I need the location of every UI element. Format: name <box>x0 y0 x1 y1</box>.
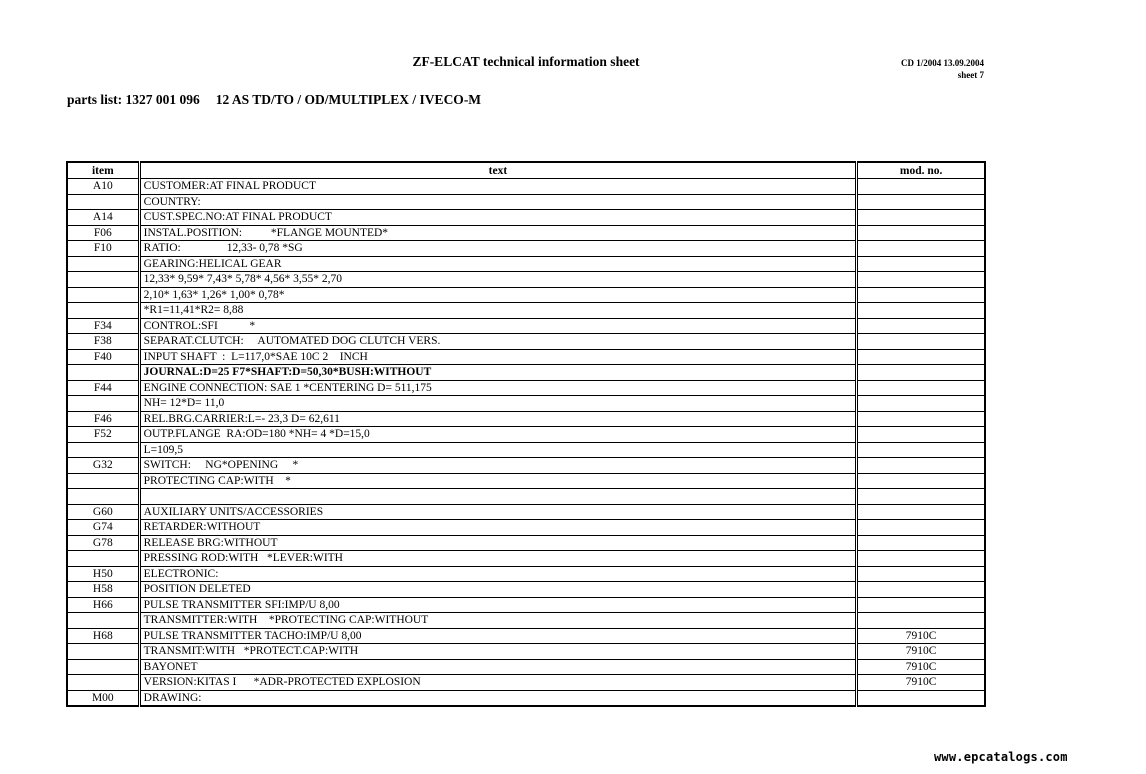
cell-text: ELECTRONIC: <box>139 566 857 582</box>
cell-item <box>67 256 139 272</box>
cell-mod-no <box>857 489 985 505</box>
table-row <box>67 535 985 551</box>
cell-item: F34 <box>67 318 139 334</box>
cell-text: BAYONET <box>139 659 857 675</box>
watermark: www.epcatalogs.com <box>934 750 1068 764</box>
cell-mod-no <box>857 380 985 396</box>
parts-table <box>66 161 986 707</box>
cell-text: L=109,5 <box>139 442 857 458</box>
cell-item <box>67 272 139 288</box>
table-row <box>67 349 985 365</box>
cell-mod-no <box>857 442 985 458</box>
cell-text: INPUT SHAFT : L=117,0*SAE 10C 2 INCH <box>139 349 857 365</box>
table-row <box>67 411 985 427</box>
cell-mod-no <box>857 411 985 427</box>
cell-mod-no <box>857 179 985 195</box>
table-row <box>67 210 985 226</box>
cell-text: SEPARAT.CLUTCH: AUTOMATED DOG CLUTCH VERS. <box>139 334 857 350</box>
table-row <box>67 179 985 195</box>
cell-mod-no <box>857 690 985 706</box>
cell-mod-no <box>857 210 985 226</box>
table-row <box>67 287 985 303</box>
cell-item <box>67 489 139 505</box>
cell-mod-no <box>857 427 985 443</box>
table-row <box>67 396 985 412</box>
cell-text: OUTP.FLANGE RA:OD=180 *NH= 4 *D=15,0 <box>139 427 857 443</box>
cell-text: TRANSMITTER:WITH *PROTECTING CAP:WITHOUT <box>139 613 857 629</box>
cell-text: INSTAL.POSITION: *FLANGE MOUNTED* <box>139 225 857 241</box>
cell-mod-no <box>857 318 985 334</box>
cell-text: RELEASE BRG:WITHOUT <box>139 535 857 551</box>
table-row <box>67 659 985 675</box>
table-row <box>67 241 985 257</box>
table-row <box>67 644 985 660</box>
cell-item <box>67 473 139 489</box>
cd-date-line: CD 1/2004 13.09.2004 <box>901 58 984 68</box>
column-header-text: text <box>139 162 857 179</box>
parts-list-heading <box>67 92 481 108</box>
cell-item: F06 <box>67 225 139 241</box>
table-row <box>67 194 985 210</box>
cell-text: POSITION DELETED <box>139 582 857 598</box>
table-row <box>67 628 985 644</box>
cell-item: A10 <box>67 179 139 195</box>
table-body <box>67 179 985 707</box>
cell-mod-no <box>857 287 985 303</box>
cell-item: G74 <box>67 520 139 536</box>
table-row <box>67 675 985 691</box>
table-row <box>67 489 985 505</box>
cell-text: DRAWING: <box>139 690 857 706</box>
cell-mod-no: 7910C <box>857 628 985 644</box>
cell-item <box>67 365 139 381</box>
parts-list-number: parts list: 1327 001 096 <box>67 92 200 107</box>
cell-mod-no: 7910C <box>857 644 985 660</box>
cell-item <box>67 613 139 629</box>
table-row <box>67 256 985 272</box>
cell-text: RETARDER:WITHOUT <box>139 520 857 536</box>
cell-text: *R1=11,41*R2= 8,88 <box>139 303 857 319</box>
cell-text: CUST.SPEC.NO:AT FINAL PRODUCT <box>139 210 857 226</box>
cell-text: PROTECTING CAP:WITH * <box>139 473 857 489</box>
cell-mod-no <box>857 582 985 598</box>
cell-mod-no <box>857 241 985 257</box>
cell-item <box>67 675 139 691</box>
cell-item: M00 <box>67 690 139 706</box>
table-row <box>67 551 985 567</box>
cell-text: ENGINE CONNECTION: SAE 1 *CENTERING D= 511,175 <box>139 380 857 396</box>
cell-item: F38 <box>67 334 139 350</box>
table-row <box>67 690 985 706</box>
table-row <box>67 504 985 520</box>
cell-item: F44 <box>67 380 139 396</box>
table-row <box>67 520 985 536</box>
table-row <box>67 272 985 288</box>
cell-text <box>139 489 857 505</box>
cell-item: F52 <box>67 427 139 443</box>
cell-mod-no <box>857 272 985 288</box>
table-row <box>67 473 985 489</box>
cell-item: G60 <box>67 504 139 520</box>
cell-item: F10 <box>67 241 139 257</box>
cell-text: 12,33* 9,59* 7,43* 5,78* 4,56* 3,55* 2,70 <box>139 272 857 288</box>
cell-item: G78 <box>67 535 139 551</box>
cell-text: 2,10* 1,63* 1,26* 1,00* 0,78* <box>139 287 857 303</box>
cell-text: PRESSING ROD:WITH *LEVER:WITH <box>139 551 857 567</box>
cell-mod-no <box>857 256 985 272</box>
cell-mod-no <box>857 473 985 489</box>
cell-item: H66 <box>67 597 139 613</box>
cell-text: NH= 12*D= 11,0 <box>139 396 857 412</box>
cell-item <box>67 287 139 303</box>
cell-item <box>67 551 139 567</box>
cell-text: COUNTRY: <box>139 194 857 210</box>
cell-mod-no <box>857 551 985 567</box>
cell-item: F46 <box>67 411 139 427</box>
cell-text: REL.BRG.CARRIER:L=- 23,3 D= 62,611 <box>139 411 857 427</box>
table-row <box>67 427 985 443</box>
cell-mod-no <box>857 303 985 319</box>
cd-info <box>840 57 984 81</box>
cell-mod-no <box>857 504 985 520</box>
table-row <box>67 380 985 396</box>
table-row <box>67 597 985 613</box>
cell-item: H50 <box>67 566 139 582</box>
cell-item <box>67 442 139 458</box>
cell-item: H58 <box>67 582 139 598</box>
table-row <box>67 613 985 629</box>
cell-item: G32 <box>67 458 139 474</box>
cell-text: JOURNAL:D=25 F7*SHAFT:D=50,30*BUSH:WITHOUT <box>139 365 857 381</box>
sheet-title: ZF-ELCAT technical information sheet <box>412 54 640 69</box>
table-row <box>67 442 985 458</box>
cell-item <box>67 659 139 675</box>
cell-text: PULSE TRANSMITTER SFI:IMP/U 8,00 <box>139 597 857 613</box>
cell-text: CONTROL:SFI * <box>139 318 857 334</box>
cell-mod-no: 7910C <box>857 659 985 675</box>
cell-text: AUXILIARY UNITS/ACCESSORIES <box>139 504 857 520</box>
cell-mod-no <box>857 566 985 582</box>
table-row <box>67 303 985 319</box>
cell-text: GEARING:HELICAL GEAR <box>139 256 857 272</box>
sheet-number: sheet 7 <box>957 70 984 80</box>
cell-item <box>67 644 139 660</box>
cell-mod-no <box>857 365 985 381</box>
cell-mod-no <box>857 349 985 365</box>
cell-text: PULSE TRANSMITTER TACHO:IMP/U 8,00 <box>139 628 857 644</box>
cell-mod-no <box>857 520 985 536</box>
table-row <box>67 566 985 582</box>
parts-list-model: 12 AS TD/TO / OD/MULTIPLEX / IVECO-M <box>215 92 482 107</box>
cell-text: CUSTOMER:AT FINAL PRODUCT <box>139 179 857 195</box>
cell-item <box>67 396 139 412</box>
cell-mod-no: 7910C <box>857 675 985 691</box>
cell-mod-no <box>857 194 985 210</box>
cell-mod-no <box>857 225 985 241</box>
cell-text: TRANSMIT:WITH *PROTECT.CAP:WITH <box>139 644 857 660</box>
cell-text: RATIO: 12,33- 0,78 *SG <box>139 241 857 257</box>
cell-item: F40 <box>67 349 139 365</box>
cell-mod-no <box>857 458 985 474</box>
cell-mod-no <box>857 613 985 629</box>
cell-item <box>67 303 139 319</box>
table-row <box>67 458 985 474</box>
column-header-mod-no: mod. no. <box>857 162 985 179</box>
table-row <box>67 318 985 334</box>
cell-item: H68 <box>67 628 139 644</box>
table-header-row <box>67 162 985 179</box>
cell-mod-no <box>857 334 985 350</box>
cell-mod-no <box>857 535 985 551</box>
cell-item <box>67 194 139 210</box>
column-header-item: item <box>67 162 139 179</box>
table-row <box>67 365 985 381</box>
cell-item: A14 <box>67 210 139 226</box>
table-row <box>67 334 985 350</box>
table-row <box>67 582 985 598</box>
cell-text: VERSION:KITAS I *ADR-PROTECTED EXPLOSION <box>139 675 857 691</box>
cell-mod-no <box>857 597 985 613</box>
table-row <box>67 225 985 241</box>
cell-text: SWITCH: NG*OPENING * <box>139 458 857 474</box>
cell-mod-no <box>857 396 985 412</box>
